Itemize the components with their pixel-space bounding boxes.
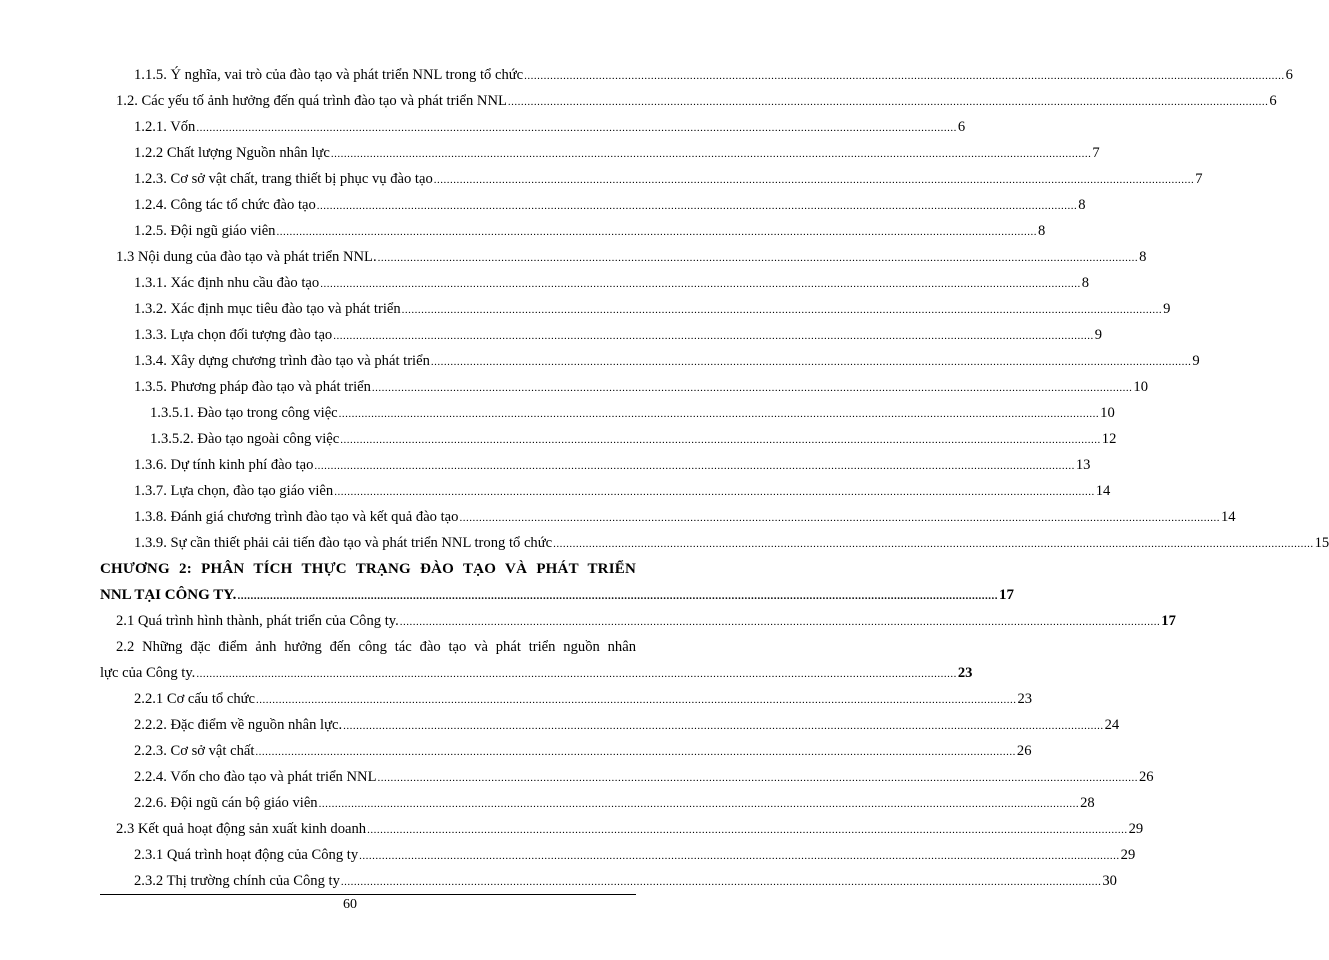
toc-entry[interactable] xyxy=(100,842,1136,868)
toc-section-2 xyxy=(100,686,1154,894)
toc-entry[interactable] xyxy=(100,504,1236,530)
chapter-2-title-line2: NNL TẠI CÔNG TY. xyxy=(100,587,237,603)
toc-entry-2-2-line2: lực của Công ty. xyxy=(100,665,196,681)
toc-entry-title: 1.3.3. Lựa chọn đối tượng đào tạo xyxy=(134,327,333,343)
toc-page-number: 14 xyxy=(1095,483,1111,499)
toc-leader-dots xyxy=(237,583,998,609)
toc-leader-dots xyxy=(255,739,1016,765)
toc-page-number: 14 xyxy=(1220,509,1236,525)
toc-entry[interactable] xyxy=(100,738,1032,764)
toc-entry-title: 2.2.1 Cơ cấu tổ chức xyxy=(134,691,255,707)
toc-entry-title: 1.3.7. Lựa chọn, đào tạo giáo viên xyxy=(134,483,334,499)
toc-leader-dots xyxy=(372,375,1133,401)
toc-page-number: 6 xyxy=(1285,67,1293,83)
toc-entry-2-2-line2-row xyxy=(100,660,973,686)
toc-page-number: 7 xyxy=(1092,145,1100,161)
toc-entry[interactable] xyxy=(100,296,1171,322)
toc-entry-title: 1.3.5. Phương pháp đào tạo và phát triển xyxy=(134,379,371,395)
toc-leader-dots xyxy=(378,245,1139,271)
toc-page-number: 9 xyxy=(1094,327,1103,343)
toc-page-number: 26 xyxy=(1139,769,1154,785)
toc-page-number: 8 xyxy=(1037,223,1046,239)
toc-page-number: 10 xyxy=(1133,379,1149,395)
toc-section-1 xyxy=(100,62,1329,556)
toc-page-number: 8 xyxy=(1139,249,1147,265)
toc-leader-dots xyxy=(402,297,1163,323)
toc-leader-dots xyxy=(340,427,1101,453)
toc-entry[interactable] xyxy=(100,868,1117,894)
toc-leader-dots xyxy=(341,869,1102,895)
toc-page-number: 29 xyxy=(1128,821,1144,837)
toc-entry-title: 1.2.3. Cơ sở vật chất, trang thiết bị phục vụ đào tạo xyxy=(134,171,433,187)
toc-entry[interactable] xyxy=(100,478,1111,504)
toc-entry[interactable] xyxy=(100,322,1103,348)
toc-leader-dots xyxy=(319,791,1080,817)
toc-entry-title: 2.3 Kết quả hoạt động sản xuất kinh doanh xyxy=(116,821,367,837)
toc-entry-title: 2.2.6. Đội ngũ cán bộ giáo viên xyxy=(134,795,318,811)
toc-leader-dots xyxy=(339,401,1100,427)
toc-entry-title: 1.2.4. Công tác tổ chức đào tạo xyxy=(134,197,316,213)
toc-entry-title: 2.2.2. Đặc điểm về nguồn nhân lực. xyxy=(134,717,343,733)
toc-entry[interactable] xyxy=(100,218,1046,244)
toc-entry-title: 2.1 Quá trình hình thành, phát triển của Công ty. xyxy=(116,613,399,629)
toc-entry[interactable] xyxy=(100,816,1144,842)
toc-chapter-2[interactable] xyxy=(100,556,1014,608)
toc-entry-title: 1.2. Các yếu tố ảnh hưởng đến quá trình đào tạo và phát triển NNL xyxy=(116,93,507,109)
toc-page-number: 23 xyxy=(1017,691,1033,707)
toc-entry-title: 1.3.4. Xây dựng chương trình đào tạo và phát triển xyxy=(134,353,430,369)
toc-page-number: 8 xyxy=(1078,197,1086,213)
toc-leader-dots xyxy=(317,193,1078,219)
toc-entry-title: 1.2.2 Chất lượng Nguồn nhân lực xyxy=(134,145,330,161)
toc-entry-title: 1.3.8. Đánh giá chương trình đào tạo và kết quả đào tạo xyxy=(134,509,459,525)
toc-leader-dots xyxy=(334,479,1095,505)
toc-leader-dots xyxy=(196,115,957,141)
toc-leader-dots xyxy=(276,219,1037,245)
toc-leader-dots xyxy=(331,141,1092,167)
toc-entry[interactable] xyxy=(100,166,1203,192)
toc-entry[interactable] xyxy=(100,270,1090,296)
toc-leader-dots xyxy=(524,63,1285,89)
toc-entry-title: 2.2.3. Cơ sở vật chất xyxy=(134,743,255,759)
toc-page-number: 7 xyxy=(1195,171,1203,187)
toc-entry-title: 1.3.5.2. Đào tạo ngoài công việc xyxy=(150,431,340,447)
toc-leader-dots xyxy=(320,271,1081,297)
toc-entry[interactable] xyxy=(100,244,1147,270)
chapter-2-title-line1: CHƯƠNG 2: PHÂN TÍCH THỰC TRẠNG ĐÀO TẠO VÀ PHÁT TRIỂN xyxy=(100,561,636,577)
toc-entry-title: 1.3.2. Xác định mục tiêu đào tạo và phát triển xyxy=(134,301,401,317)
toc-entry[interactable] xyxy=(100,764,1154,790)
toc-entry[interactable] xyxy=(100,88,1277,114)
toc-entry[interactable] xyxy=(100,400,1115,426)
toc-page-number: 30 xyxy=(1102,873,1117,889)
toc-entry[interactable] xyxy=(100,348,1200,374)
toc-entry[interactable] xyxy=(100,686,1033,712)
toc-entry-title: 1.2.1. Vốn xyxy=(134,119,196,135)
toc-page-number: 17 xyxy=(1161,613,1176,629)
toc-entry-title: 2.2.4. Vốn cho đào tạo và phát triển NNL xyxy=(134,769,377,785)
toc-entry[interactable] xyxy=(100,114,966,140)
toc-entry[interactable] xyxy=(100,530,1329,556)
toc-page-number: 28 xyxy=(1080,795,1095,811)
chapter-2-title-line2-row xyxy=(100,582,1014,608)
toc-entry[interactable] xyxy=(100,62,1293,88)
toc-page-number: 29 xyxy=(1120,847,1136,863)
footer-divider xyxy=(100,894,636,895)
toc-page-number: 26 xyxy=(1016,743,1032,759)
toc-leader-dots xyxy=(434,167,1195,193)
toc-entry-title: 1.3.9. Sự cần thiết phải cải tiến đào tạo và phát triển NNL trong tổ chức xyxy=(134,535,553,551)
toc-page-number: 15 xyxy=(1314,535,1329,551)
toc-leader-dots xyxy=(359,843,1120,869)
toc-page-number: 10 xyxy=(1100,405,1115,421)
toc-entry[interactable] xyxy=(100,426,1117,452)
toc-page-number: 6 xyxy=(957,119,966,135)
toc-entry-title: 1.3.5.1. Đào tạo trong công việc xyxy=(150,405,338,421)
toc-leader-dots xyxy=(314,453,1075,479)
toc-leader-dots xyxy=(400,609,1161,635)
toc-entry[interactable] xyxy=(100,452,1091,478)
toc-entry[interactable] xyxy=(100,712,1120,738)
toc-page-number: 23 xyxy=(957,665,973,681)
toc-page-number: 9 xyxy=(1163,301,1171,317)
toc-entry[interactable] xyxy=(100,140,1100,166)
toc-page-number: 12 xyxy=(1101,431,1117,447)
toc-leader-dots xyxy=(367,817,1128,843)
toc-entry-title: 1.3.1. Xác định nhu cầu đào tạo xyxy=(134,275,320,291)
toc-entry[interactable] xyxy=(100,374,1149,400)
toc-entry-title: 2.3.1 Quá trình hoạt động của Công ty xyxy=(134,847,359,863)
toc-leader-dots xyxy=(196,661,957,687)
toc-page-number: 6 xyxy=(1269,93,1277,109)
toc-entry-title: 1.2.5. Đội ngũ giáo viên xyxy=(134,223,276,239)
toc-leader-dots xyxy=(431,349,1192,375)
toc-leader-dots xyxy=(256,687,1017,713)
toc-leader-dots xyxy=(553,531,1314,557)
toc-leader-dots xyxy=(333,323,1094,349)
toc-entry[interactable] xyxy=(100,790,1095,816)
toc-leader-dots xyxy=(378,765,1139,791)
toc-entry-2-2-line1: 2.2 Những đặc điểm ảnh hưởng đến công tác đào tạo và phát triển nguồn nhân xyxy=(116,639,636,655)
toc-entry-title: 2.3.2 Thị trường chính của Công ty xyxy=(134,873,340,889)
toc-leader-dots xyxy=(343,713,1104,739)
toc-entry-2-2[interactable] xyxy=(100,634,973,686)
toc-page-number: 17 xyxy=(998,587,1014,603)
toc-page-number: 13 xyxy=(1075,457,1091,473)
toc-entry-title: 1.1.5. Ý nghĩa, vai trò của đào tạo và phát triển NNL trong tổ chức xyxy=(134,67,524,83)
toc-page-number: 24 xyxy=(1104,717,1120,733)
toc-page-number: 8 xyxy=(1081,275,1090,291)
table-of-contents xyxy=(100,62,1329,894)
toc-leader-dots xyxy=(459,505,1220,531)
page-number: 60 xyxy=(343,897,357,912)
toc-entry-title: 1.3 Nội dung của đào tạo và phát triển NNL. xyxy=(116,249,377,265)
toc-entry-title: 1.3.6. Dự tính kinh phí đào tạo xyxy=(134,457,314,473)
toc-leader-dots xyxy=(508,89,1269,115)
toc-page-number: 9 xyxy=(1192,353,1200,369)
toc-entry-2-1[interactable] xyxy=(100,608,1176,634)
toc-entry[interactable] xyxy=(100,192,1086,218)
